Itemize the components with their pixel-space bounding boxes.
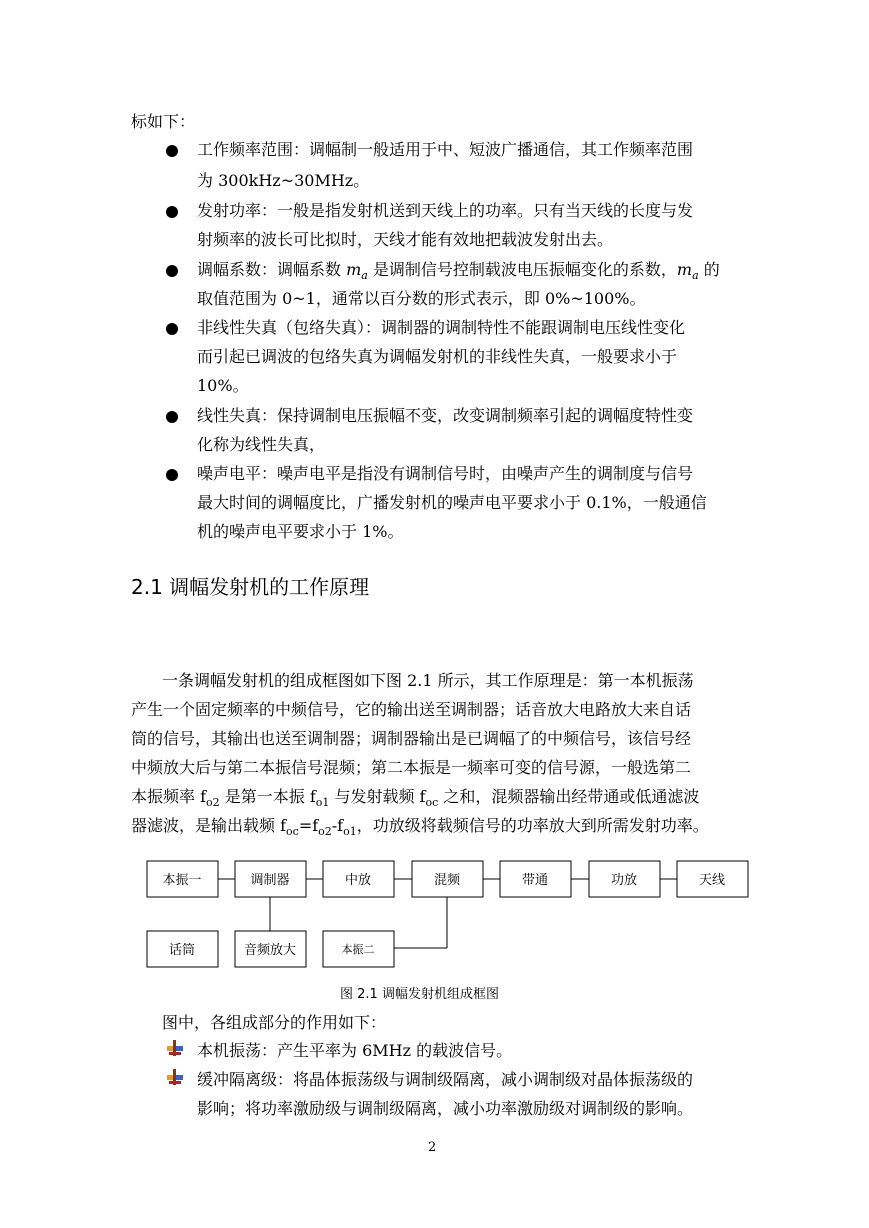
flag-item-2-line-2: 影响；将功率激励级与调制级隔离，减小功率激励级对调制级的影响。: [197, 1099, 694, 1118]
box-label-bandpass: 带通: [521, 873, 549, 888]
bullet-3-line-2: 取值范围为 0~1，通常以百分数的形式表示，即 0%~100%。: [197, 289, 646, 308]
page-number: 2: [428, 1140, 437, 1155]
bullet-5-line-1: 线性失真：保持调制电压振幅不变，改变调制频率引起的调幅度特性变: [197, 406, 694, 425]
paragraph-line-6: 器滤波，是输出载频 $f_{oc}=f_{o2}-f_{o1}$，功放级将载频信号的功率放大到所需发射功率。: [131, 816, 709, 838]
paragraph-line-5: 本振频率 $f_{o2}$ 是第一本振 $f_{o1}$ 与发射载频 $f_{oc}$ 之和，混频器输出经带通或低通滤波: [131, 787, 700, 809]
paragraph-line-2: 产生一个固定频率的中频信号，它的输出送至调制器；话音放大电路放大来自话: [131, 700, 692, 719]
bullet-6-line-1: 噪声电平：噪声电平是指没有调制信号时，由噪声产生的调制度与信号: [197, 464, 694, 483]
bullet-6-line-3: 机的噪声电平要求小于 1%。: [197, 522, 404, 541]
section-heading: 2.1 调幅发射机的工作原理: [131, 575, 370, 599]
flag-bullet-icon: [167, 1069, 183, 1085]
intro-text: 标如下：: [131, 112, 196, 131]
box-label-antenna: 天线: [698, 873, 726, 888]
paragraph-line-4: 中频放大后与第二本振信号混频；第二本振是一频率可变的信号源，一般选第二: [131, 758, 692, 777]
bullet-1-line-1: 工作频率范围：调幅制一般适用于中、短波广播通信，其工作频率范围: [197, 140, 694, 159]
bullet-1-line-2: 为 300kHz~30MHz。: [197, 171, 370, 190]
bullet-4-line-1: 非线性失真（包络失真）：调制器的调制特性不能跟调制电压线性变化: [197, 318, 686, 337]
box-label-modulator: 调制器: [250, 873, 290, 888]
box-label-power-amp: 功放: [610, 873, 638, 888]
paragraph-line-1: 一条调幅发射机的组成框图如下图 2.1 所示，其工作原理是：第一本机振荡: [162, 671, 694, 690]
box-label-microphone: 话筒: [168, 943, 196, 958]
bullet-4-line-3: 10%。: [197, 376, 249, 395]
flag-bullet-icon: [167, 1040, 183, 1056]
bullet-3-line-1: 调幅系数：调幅系数 $m_a$ 是调制信号控制载波电压振幅变化的系数，$m_a$ 的: [197, 260, 720, 282]
bullet-6-line-2: 最大时间的调幅度比，广播发射机的噪声电平要求小于 0.1%，一般通信: [197, 493, 707, 512]
flag-item-1-line-1: 本机振荡：产生平率为 6MHz 的载波信号。: [197, 1041, 513, 1060]
box-label-lo2: 本振二: [341, 943, 375, 956]
paragraph-line-3: 筒的信号，其输出也送至调制器；调制器输出是已调幅了的中频信号，该信号经: [131, 729, 692, 748]
flag-item-2-line-1: 缓冲隔离级：将晶体振荡级与调制级隔离，减小调制级对晶体振荡级的: [197, 1070, 694, 1089]
box-label-mixer: 混频: [433, 873, 461, 888]
box-label-lo1: 本振一: [162, 873, 202, 888]
bullet-5-line-2: 化称为线性失真，: [197, 435, 326, 454]
bullet-4-line-2: 而引起已调波的包络失真为调幅发射机的非线性失真，一般要求小于: [197, 347, 678, 366]
bullet-2-line-1: 发射功率：一般是指发射机送到天线上的功率。只有当天线的长度与发: [197, 201, 694, 220]
figure-caption: 图 2.1 调幅发射机组成框图: [340, 987, 499, 1002]
box-label-if-amp: 中放: [344, 873, 372, 888]
box-label-audio-amp: 音频放大: [243, 943, 297, 958]
after-intro: 图中，各组成部分的作用如下：: [162, 1013, 387, 1032]
bullet-2-line-2: 射频率的波长可比拟时，天线才能有效地把载波发射出去。: [197, 230, 614, 249]
